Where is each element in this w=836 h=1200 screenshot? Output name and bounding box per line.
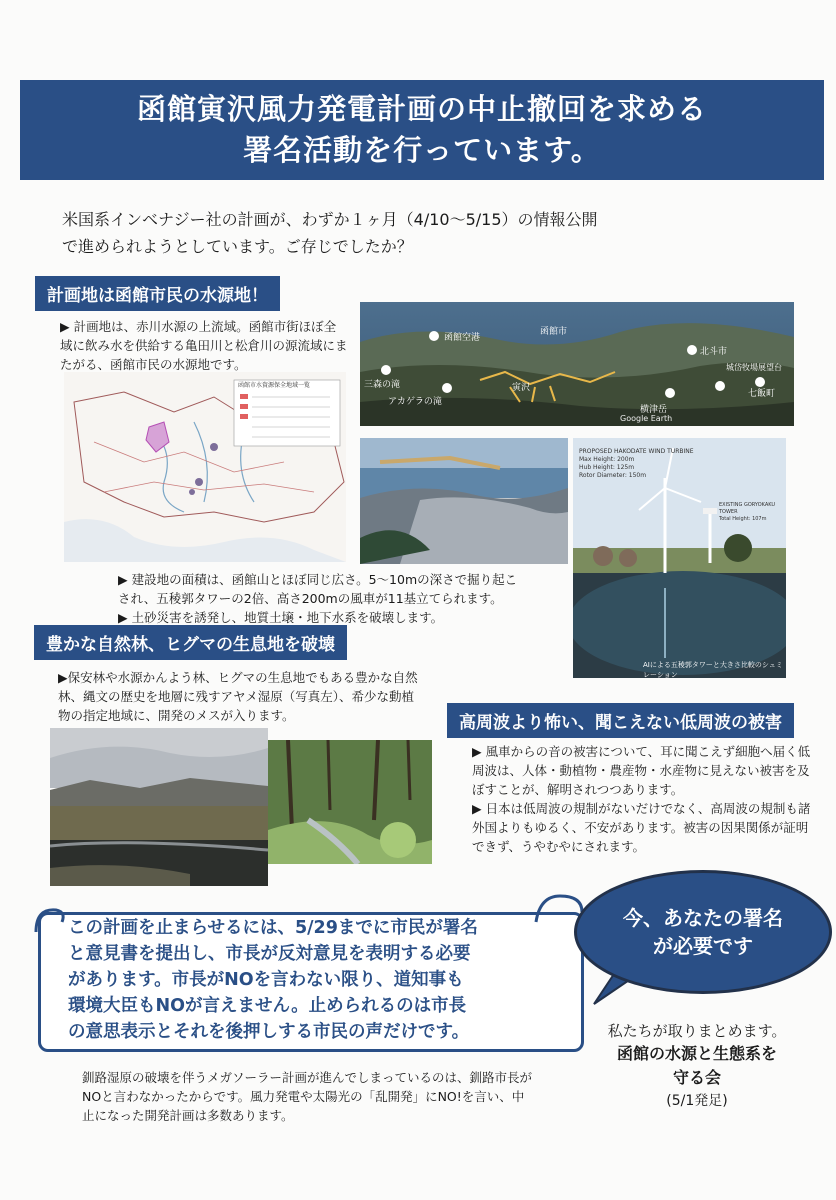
watershed-map (64, 372, 346, 562)
city-view-photo (360, 438, 568, 564)
intro-line2: で進められようとしています。ご存じでしたか？ (62, 237, 413, 256)
label-hokuto: 北斗市 (700, 347, 728, 357)
turbine-label-max: Max Height: 200m (579, 456, 635, 463)
appeal-text (68, 915, 578, 1045)
bubble-line1: 今、あなたの署名 (623, 906, 783, 930)
section2-text: ▶保安林や水源かんよう林、ヒグマの生息地でもある豊かな自然林、縄文の歴史を地層に残すアヤメ湿原（写真左）、希少な動植物の指定地域に、開発のメスが入ります。 (58, 670, 418, 723)
label-yokotsu: 横津岳 (640, 405, 668, 415)
ayame-wetland-photo (50, 728, 268, 886)
label-airport: 函館空港 (444, 333, 481, 343)
aerial-photo (360, 302, 794, 426)
header-banner (20, 80, 824, 180)
appeal-line3: があります。市長がNOを言わない限り、道知事も (68, 970, 464, 990)
construction-text (118, 570, 573, 627)
appeal-line5: の意思表示とそれを後押しする市民の声だけです。 (68, 1022, 470, 1042)
forest-photo (268, 740, 432, 864)
tower-label-title: EXISTING GORYOKAKU TOWER (719, 502, 776, 515)
appeal-line1: この計画を止まらせるには、5/29までに市民が署名 (68, 918, 478, 938)
org-line1: 私たちが取りまとめます。 (607, 1022, 787, 1040)
label-akagera-falls: アカゲラの滝 (388, 397, 442, 407)
label-shiro: 城岱牧場展望台 (726, 363, 782, 372)
header-title-line2: 署名活動を行っています。 (243, 133, 601, 167)
scroll-curl-icon (30, 902, 70, 942)
label-mori-falls: 三森の滝 (364, 380, 401, 390)
intro-text (62, 206, 792, 260)
appeal-line4: 環境大臣もNOが言えません。止められるのは市長 (68, 996, 467, 1016)
org-line3: 守る会 (672, 1068, 721, 1087)
section-title-low-frequency: 高周波より怖い、聞こえない低周波の被害 (447, 703, 794, 738)
section3-text2: ▶ 日本は低周波の規制がないだけでなく、高周波の規制も諸外国よりもゆるく、不安があります。被害の因果関係が証明できず、うやむやにされます。 (472, 801, 811, 854)
section3-text1: ▶ 風車からの音の被害について、耳に聞こえず細胞へ届く低周波は、人体・動植物・農産物・水産物に見えない被害を及ぼすことが、解明されつつあります。 (472, 744, 811, 797)
label-city: 函館市 (540, 327, 568, 337)
section3-text (472, 742, 812, 856)
section-title-forest: 豊かな自然林、ヒグマの生息地を破壊 (34, 625, 347, 660)
turbine-label-rotor: Rotor Diameter: 150m (579, 472, 647, 479)
section1-text: ▶ 計画地は、赤川水源の上流域。函館市街ほぼ全域に飲み水を供給する亀田川と松倉川の源流域にまたがる、函館市民の水源地です。 (60, 319, 348, 372)
tower-label-height: Total Height: 107m (719, 516, 767, 522)
org-line4: (5/1発足) (666, 1093, 728, 1109)
turbine-caption: AIによる五稜郭タワーと大きさ比較のシュミレーション (643, 661, 783, 678)
label-nanae: 七飯町 (748, 389, 776, 399)
signature-speech-bubble (574, 870, 832, 994)
turbine-label (579, 448, 694, 480)
construction-line2: され、五稜郭タワーの2倍、高さ200mの風車が11基立てられます。 (118, 591, 503, 606)
footer-note: 釧路湿原の破壊を伴うメガソーラー計画が進んでしまっているのは、釧路市長がNOと言わなかったからです。風力発電や太陽光の「乱開発」にNO!を言い、中止になった開発計画は多数あります。 (82, 1070, 533, 1123)
organization-block (572, 1020, 822, 1112)
google-earth-watermark: Google Earth (620, 414, 673, 423)
section-title-water-source: 計画地は函館市民の水源地！ (35, 276, 280, 311)
map-legend-title: 函館市水資源保全地域一覧 (238, 382, 311, 389)
turbine-label-title: PROPOSED HAKODATE WIND TURBINE (579, 448, 694, 455)
construction-line1: ▶ 建設地の面積は、函館山とほぼ同じ広さ。5〜10mの深さで掘り起こ (118, 572, 518, 587)
construction-line3: ▶ 土砂災害を誘発し、地質土壌・地下水系を破壊します。 (118, 610, 444, 625)
tower-label (719, 502, 786, 523)
turbine-label-hub: Hub Height: 125m (579, 464, 635, 471)
turbine-comparison-photo (573, 438, 786, 678)
header-title-line1: 函館寅沢風力発電計画の中止撤回を求める (136, 92, 707, 126)
org-line2: 函館の水源と生態系を (616, 1044, 777, 1063)
bubble-line2: が必要です (653, 934, 753, 958)
label-site: 寅沢 (512, 383, 531, 393)
appeal-line2: と意見書を提出し、市長が反対意見を表明する必要 (68, 944, 471, 964)
intro-line1: 米国系インベナジー社の計画が、わずか１ヶ月（4/10〜5/15）の情報公開 (62, 210, 598, 229)
